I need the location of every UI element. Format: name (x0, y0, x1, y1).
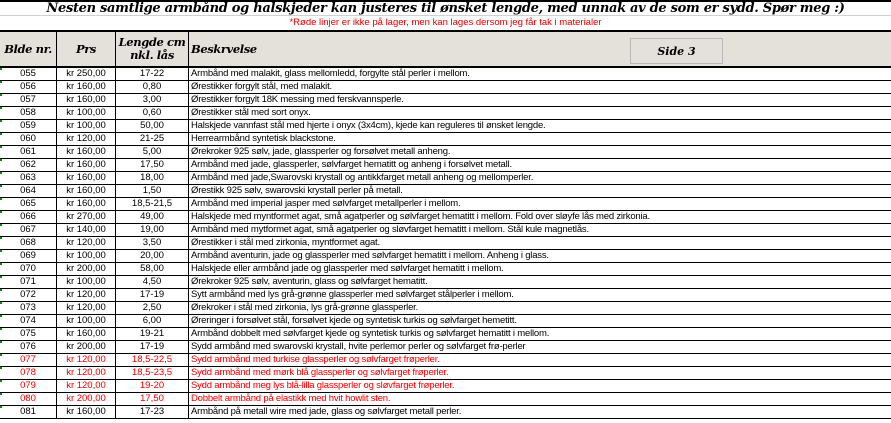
cell-price[interactable]: kr 120,00 (57, 354, 116, 366)
cell-price[interactable]: kr 100,00 (57, 107, 116, 119)
cell-id[interactable]: 061 (0, 146, 57, 158)
cell-id[interactable]: 073 (0, 302, 57, 314)
table-row (0, 380, 891, 393)
cell-description[interactable]: Armbånd med mytformet agat, små agatperler og sløvfarget hematitt i mellom. Stål kule magnetlås. (191, 224, 589, 235)
cell-id[interactable]: 069 (0, 250, 57, 262)
cell-length[interactable]: 19-21 (116, 328, 189, 340)
cell-description[interactable]: Herrearmbånd syntetisk blackstone. (191, 133, 336, 144)
cell-id[interactable]: 077 (0, 354, 57, 366)
cell-description[interactable]: Sytt armbånd med lys grå-grønne glassperler med sølvfarget stålperler i mellom. (191, 289, 514, 300)
cell-price[interactable]: kr 270,00 (57, 211, 116, 223)
cell-id[interactable]: 067 (0, 224, 57, 236)
cell-id[interactable]: 066 (0, 211, 57, 223)
cell-description[interactable]: Ørekroker i stål med zirkonia, lys grå-grønne glassperler. (191, 302, 419, 313)
cell-price[interactable]: kr 160,00 (57, 146, 116, 158)
table-row (0, 68, 891, 81)
cell-description[interactable]: Armbånd med jade,Swarovski krystall og antikkfarget metall anheng og mellomperler. (191, 172, 534, 183)
cell-id[interactable]: 056 (0, 81, 57, 93)
cell-price[interactable]: kr 160,00 (57, 185, 116, 197)
cell-length[interactable]: 1,50 (116, 185, 189, 197)
cell-id[interactable]: 080 (0, 393, 57, 405)
cell-id[interactable]: 074 (0, 315, 57, 327)
table-row (0, 263, 891, 276)
cell-description[interactable]: Halskjede med myntformet agat, små agatperler og sølvfarget hematitt i mellom. Fold over sløyfe lås med zirkonia. (191, 211, 650, 222)
cell-price[interactable]: kr 120,00 (57, 237, 116, 249)
cell-description[interactable]: Ørekroker 925 sølv, aventurin, glass og sølvfarget hematitt. (191, 276, 428, 287)
table-header (0, 30, 891, 68)
cell-description[interactable]: Armbånd med malakit, glass mellomledd, forgylte stål perler i mellom. (191, 68, 470, 79)
cell-price[interactable]: kr 120,00 (57, 302, 116, 314)
table-row (0, 94, 891, 107)
cell-price[interactable]: kr 160,00 (57, 172, 116, 184)
cell-id[interactable]: 081 (0, 406, 57, 418)
cell-length[interactable]: 0,60 (116, 107, 189, 119)
header-price: Prs (57, 32, 116, 66)
cell-id[interactable]: 062 (0, 159, 57, 171)
cell-id[interactable]: 071 (0, 276, 57, 288)
cell-length[interactable]: 58,00 (116, 263, 189, 275)
cell-description[interactable]: Sydd armbånd meg lys blå-lilla glassperler og sløvfarget frøperler. (191, 380, 455, 391)
cell-length[interactable]: 17-19 (116, 289, 189, 301)
cell-description[interactable]: Sydd armbånd med mørk blå glassperler og sølvfarget frøperler. (191, 367, 449, 378)
stock-note: *Røde linjer er ikke på lager, men kan lages dersom jeg får tak i materialer (289, 17, 602, 28)
cell-length[interactable]: 18,5-23,5 (116, 367, 189, 379)
cell-description[interactable]: Armbånd aventurin, jade og glassperler med sølvfarget hematitt i mellom. Anheng i glass. (191, 250, 549, 261)
cell-id[interactable]: 070 (0, 263, 57, 275)
cell-price[interactable]: kr 120,00 (57, 380, 116, 392)
table-row (0, 81, 891, 94)
cell-price[interactable]: kr 160,00 (57, 328, 116, 340)
cell-id[interactable]: 068 (0, 237, 57, 249)
cell-price[interactable]: kr 160,00 (57, 406, 116, 418)
cell-length[interactable]: 19-20 (116, 380, 189, 392)
cell-length[interactable]: 19,00 (116, 224, 189, 236)
cell-length[interactable]: 4,50 (116, 276, 189, 288)
table-row (0, 250, 891, 263)
cell-id[interactable]: 079 (0, 380, 57, 392)
cell-description[interactable]: Halskjede vannfast stål med hjerte i onyx (3x4cm), kjede kan reguleres til ønsket lengde. (191, 120, 546, 131)
table-row (0, 289, 891, 302)
cell-description[interactable]: Sydd armbånd med turkise glassperler og sølvfarget frøperler. (191, 354, 440, 365)
cell-id[interactable]: 063 (0, 172, 57, 184)
table-row (0, 185, 891, 198)
cell-price[interactable]: kr 250,00 (57, 68, 116, 80)
cell-price[interactable]: kr 160,00 (57, 198, 116, 210)
table-row (0, 172, 891, 185)
table-row (0, 211, 891, 224)
cell-id[interactable]: 060 (0, 133, 57, 145)
table-row (0, 393, 891, 406)
table-row (0, 107, 891, 120)
table-row (0, 354, 891, 367)
table-row (0, 224, 891, 237)
page-title: Nesten samtlige armbånd og halskjeder kan justeres til ønsket lengde, med unnak av de som er sydd. Spør meg :) (0, 0, 891, 16)
cell-length[interactable]: 18,5-22,5 (116, 354, 189, 366)
cell-id[interactable]: 075 (0, 328, 57, 340)
cell-length[interactable]: 17-22 (116, 68, 189, 80)
cell-id[interactable]: 065 (0, 198, 57, 210)
cell-description[interactable]: Ørestikker forgylt 18K messing med ferskvannsperle. (191, 94, 404, 105)
cell-description[interactable]: Øreringer i forsølvet stål, forsølvet kjede og syntetisk turkis og sølvfarget hemetitt. (191, 315, 517, 326)
cell-length[interactable]: 3,00 (116, 94, 189, 106)
table-row (0, 406, 891, 419)
product-table (0, 68, 891, 419)
cell-length[interactable]: 6,00 (116, 315, 189, 327)
cell-description[interactable]: Ørestikker i stål med zirkonia, myntformet agat. (191, 237, 380, 248)
table-row (0, 302, 891, 315)
cell-length[interactable]: 17-19 (116, 341, 189, 353)
cell-price[interactable]: kr 100,00 (57, 276, 116, 288)
table-row (0, 341, 891, 354)
cell-length[interactable]: 3,50 (116, 237, 189, 249)
cell-id[interactable]: 072 (0, 289, 57, 301)
cell-id[interactable]: 057 (0, 94, 57, 106)
cell-description[interactable]: Armbånd med jade, glassperler, sølvfarget hematitt og anheng i forsølvet metall. (191, 159, 512, 170)
cell-price[interactable]: kr 100,00 (57, 120, 116, 132)
cell-length[interactable]: 17-23 (116, 406, 189, 418)
table-row (0, 315, 891, 328)
cell-price[interactable]: kr 100,00 (57, 315, 116, 327)
cell-price[interactable]: kr 100,00 (57, 250, 116, 262)
cell-length[interactable]: 20,00 (116, 250, 189, 262)
cell-length[interactable]: 2,50 (116, 302, 189, 314)
cell-length[interactable]: 0,80 (116, 81, 189, 93)
table-row (0, 237, 891, 250)
cell-description[interactable]: Ørestikker forgylt stål, med malakit. (191, 81, 332, 92)
cell-price[interactable]: kr 140,00 (57, 224, 116, 236)
table-row (0, 328, 891, 341)
cell-description[interactable]: Armbånd på metall wire med jade, glass og sølvfarget metall perler. (191, 406, 462, 417)
cell-length[interactable]: 5,00 (116, 146, 189, 158)
cell-length[interactable]: 17,50 (116, 159, 189, 171)
table-row (0, 146, 891, 159)
table-row (0, 133, 891, 146)
table-row (0, 367, 891, 380)
cell-description[interactable]: Sydd armbånd med swarovski krystall, hvite perlemor perler og sølvfarget frø-perler (191, 341, 526, 352)
page-side-button[interactable]: Side 3 (630, 38, 723, 64)
cell-id[interactable]: 078 (0, 367, 57, 379)
cell-price[interactable]: kr 120,00 (57, 289, 116, 301)
table-row (0, 159, 891, 172)
cell-price[interactable]: kr 160,00 (57, 81, 116, 93)
table-row (0, 276, 891, 289)
cell-description[interactable]: Ørestikk 925 sølv, swarovski krystall perler på metall. (191, 185, 403, 196)
cell-price[interactable]: kr 120,00 (57, 367, 116, 379)
cell-length[interactable]: 50,00 (116, 120, 189, 132)
cell-length[interactable]: 17,50 (116, 393, 189, 405)
cell-description[interactable]: Halskjede eller armbånd jade og glassperler med sølvfarget hematitt i mellom. (191, 263, 504, 274)
cell-length[interactable]: 49,00 (116, 211, 189, 223)
table-row (0, 198, 891, 211)
header-id: Blde nr. (0, 32, 57, 66)
cell-id[interactable]: 064 (0, 185, 57, 197)
cell-id[interactable]: 076 (0, 341, 57, 353)
table-row (0, 120, 891, 133)
cell-length[interactable]: 21-25 (116, 133, 189, 145)
cell-description[interactable]: Dobbelt armbånd på elastikk med hvit howlit sten. (191, 393, 391, 404)
cell-price[interactable]: kr 120,00 (57, 133, 116, 145)
header-length: Lengde cm nkl. lås (116, 32, 189, 66)
cell-description[interactable]: Armbånd dobbelt med sølvfarget kjede og syntetisk turkis og sølvfarget hematitt i mellom. (191, 328, 550, 339)
cell-id[interactable]: 059 (0, 120, 57, 132)
cell-length[interactable]: 18,5-21,5 (116, 198, 189, 210)
cell-length[interactable]: 18,00 (116, 172, 189, 184)
cell-description[interactable]: Armbånd med imperial jasper med sølvfarget metallperler i mellom. (191, 198, 461, 209)
cell-price[interactable]: kr 200,00 (57, 393, 116, 405)
cell-description[interactable]: Ørekroker 925 sølv, jade, glassperler og forsølvet metall anheng. (191, 146, 451, 157)
cell-price[interactable]: kr 200,00 (57, 341, 116, 353)
cell-id[interactable]: 058 (0, 107, 57, 119)
header-description: Beskrvelse (191, 41, 257, 56)
cell-description[interactable]: Ørestikker stål med sort onyx. (191, 107, 311, 118)
cell-price[interactable]: kr 160,00 (57, 94, 116, 106)
cell-price[interactable]: kr 200,00 (57, 263, 116, 275)
cell-price[interactable]: kr 160,00 (57, 159, 116, 171)
cell-id[interactable]: 055 (0, 68, 57, 80)
